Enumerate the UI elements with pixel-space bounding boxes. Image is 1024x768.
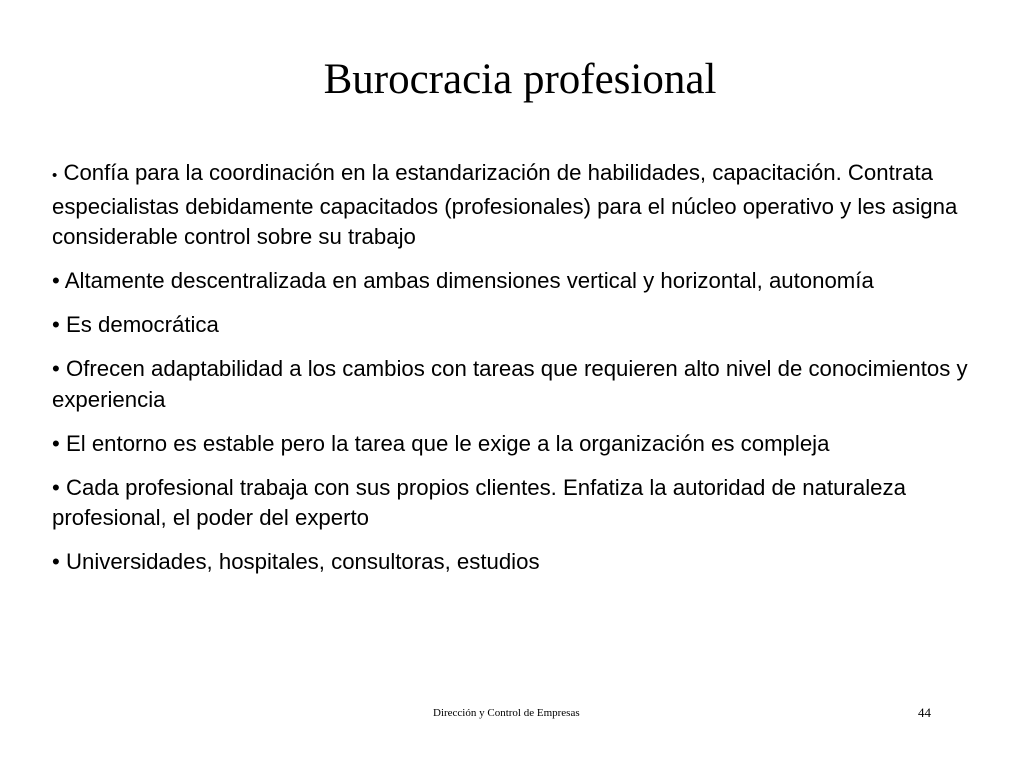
bullet-item bbox=[52, 266, 982, 297]
bullet-item bbox=[52, 354, 982, 415]
bullet-text: Cada profesional trabaja con sus propios clientes. Enfatiza la autoridad de naturaleza profesional, el poder del experto bbox=[52, 474, 906, 530]
bullet-symbol: • bbox=[52, 549, 60, 574]
footer-course-name: Dirección y Control de Empresas bbox=[433, 707, 580, 719]
bullet-item bbox=[52, 473, 982, 534]
slide-footer bbox=[0, 705, 1024, 725]
bullet-text: Confía para la coordinación en la estandarización de habilidades, capacitación. Contrata especialistas debidamente capacitados (profesionales) para el núcleo operativo y les asigna considerable control sobre su trabajo bbox=[52, 160, 958, 249]
bullet-text: Altamente descentralizada en ambas dimensiones vertical y horizontal, autonomía bbox=[64, 268, 874, 293]
bullet-symbol: • bbox=[52, 430, 60, 456]
bullet-text: El entorno es estable pero la tarea que le exige a la organización es compleja bbox=[65, 430, 830, 456]
bullet-symbol: • bbox=[52, 167, 58, 184]
bullet-text: Es democrática bbox=[65, 312, 219, 337]
bullet-item bbox=[52, 429, 982, 460]
bullet-symbol: • bbox=[52, 474, 60, 500]
slide-title: Burocracia profesional bbox=[323, 56, 717, 103]
bullet-symbol: • bbox=[52, 268, 60, 293]
bullet-symbol: • bbox=[52, 356, 60, 381]
page-number: 44 bbox=[918, 705, 931, 720]
bullet-symbol: • bbox=[52, 312, 60, 337]
bullet-list bbox=[52, 158, 982, 591]
bullet-text: Universidades, hospitales, consultoras, estudios bbox=[65, 549, 540, 574]
bullet-item bbox=[52, 547, 982, 578]
bullet-text: Ofrecen adaptabilidad a los cambios con tareas que requieren alto nivel de conocimientos y experiencia bbox=[52, 356, 968, 412]
bullet-item bbox=[52, 310, 982, 341]
bullet-item bbox=[52, 158, 982, 253]
